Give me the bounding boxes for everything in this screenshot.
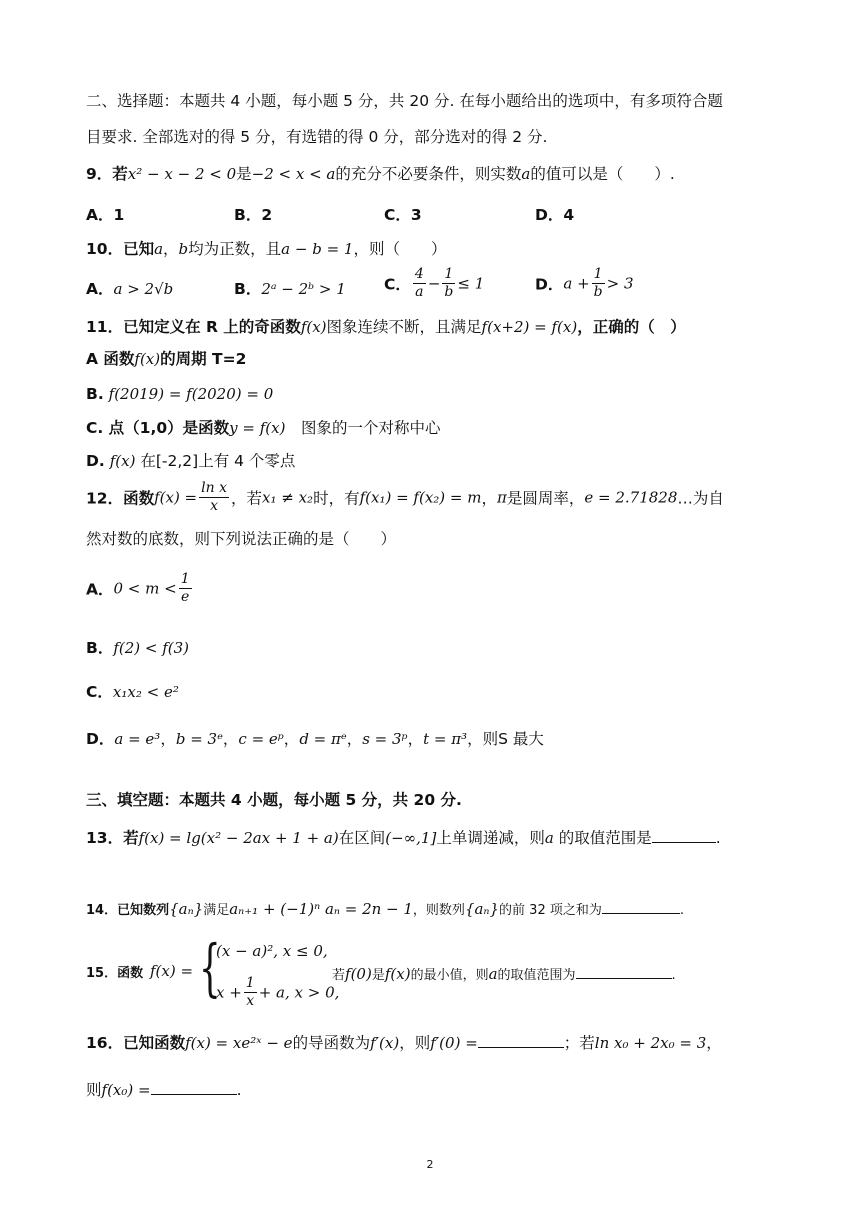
q12-b-label: B． bbox=[86, 639, 114, 657]
q12-cond3: ， bbox=[481, 489, 497, 508]
q10-option-a bbox=[86, 277, 173, 299]
q12-option-d: D．a = e³，b = 3ᵉ，c = eᵖ，d = πᵉ，s = 3ᵖ，t = π³，则S 最大 bbox=[86, 730, 544, 748]
q15-case2-tail: + a, x > 0, bbox=[258, 983, 340, 1002]
page-number: 2 bbox=[426, 1158, 434, 1171]
q13-expr: f(x) = lg(x² − 2ax + 1 + a) bbox=[138, 829, 339, 847]
q12-d-tail: ，则S 最大 bbox=[467, 730, 544, 748]
q12-option-c bbox=[86, 681, 179, 703]
q14-seq2: {aₙ} bbox=[464, 900, 500, 918]
q16-end: . bbox=[236, 1081, 242, 1099]
q10-c-den2: b bbox=[444, 284, 454, 300]
section3-header: 三、填空题：本题共 4 小题，每小题 5 分，共 20 分. bbox=[86, 791, 462, 809]
q10-option-c: C． $\frac{4}{a}$ − $\frac{1}{b}$ ≤ 1 bbox=[384, 266, 485, 300]
q15-case2 bbox=[216, 975, 339, 1010]
q10-option-c-frac1 bbox=[413, 266, 426, 301]
q10-option-b bbox=[234, 277, 346, 299]
question-13 bbox=[86, 826, 721, 849]
q10-c-num1: 4 bbox=[414, 266, 424, 282]
q9-option-c: C．3 bbox=[384, 206, 422, 224]
q9-option-b: B．2 bbox=[234, 206, 273, 224]
q12-d-t: t = π³ bbox=[423, 730, 468, 748]
q15-condition bbox=[332, 962, 676, 983]
q10-cond: 均为正数，且 bbox=[188, 240, 282, 258]
q12-number: 12．函数 bbox=[86, 489, 155, 508]
q10-eq: a − b = 1 bbox=[281, 240, 354, 258]
q14-expr: aₙ₊₁ + (−1)ⁿ aₙ = 2n − 1 bbox=[229, 900, 413, 918]
q11-c-fx: y = f(x) bbox=[229, 419, 286, 437]
question-14 bbox=[86, 897, 684, 922]
q10-d-tail: > 3 bbox=[606, 274, 634, 293]
q11-b-label: B. bbox=[86, 385, 104, 403]
q11-c-label: C. 点（1,0）是函数 bbox=[86, 419, 230, 437]
q12-a-num: 1 bbox=[180, 571, 190, 587]
q15-fx2: f(x) bbox=[384, 965, 411, 983]
q11-end: ，正确的（ ） bbox=[577, 318, 686, 336]
q16-number: 16．已知函数 bbox=[86, 1034, 186, 1052]
q14-mid: 满足 bbox=[203, 903, 230, 918]
q13-tail2: 的取值范围是 bbox=[558, 829, 652, 847]
q12-d-a: a = e³ bbox=[114, 730, 161, 748]
q9-expr2: −2 < x < a bbox=[251, 165, 336, 183]
q12-cond1: ，若 bbox=[230, 489, 262, 508]
q12-line2: 然对数的底数，则下列说法正确的是（ ） bbox=[86, 530, 397, 548]
q10-number: 10．已知 bbox=[86, 240, 155, 258]
q12-pi: π bbox=[496, 488, 507, 507]
q13-mid: 在区间 bbox=[338, 829, 386, 847]
q9-mid: 是 bbox=[236, 165, 252, 183]
q16-expr: f(x) = xe²ˣ − e bbox=[185, 1034, 293, 1052]
section2-header-line1: 二、选择题：本题共 4 小题，每小题 5 分，共 20 分. 在每小题给出的选项中，有多项符合题 bbox=[86, 92, 723, 110]
q12-e: e = 2.71828 bbox=[584, 488, 678, 507]
q9-option-d: D．4 bbox=[535, 206, 575, 224]
q14-tail1: ，则数列 bbox=[412, 903, 465, 918]
q10-d-num: 1 bbox=[592, 266, 605, 284]
q12-cond4: 是圆周率， bbox=[506, 489, 585, 508]
q10-option-b-label: B． bbox=[234, 280, 262, 298]
q10-sep: ， bbox=[163, 240, 179, 258]
q11-option-d bbox=[86, 450, 295, 472]
q13-number: 13．若 bbox=[86, 829, 139, 847]
q10-d-den: b bbox=[593, 284, 603, 300]
q11-a-fx: f(x) bbox=[134, 350, 161, 368]
q12-cond2: 时，有 bbox=[313, 489, 360, 508]
q11-d-tail: 在[-2,2]上有 4 个零点 bbox=[140, 452, 296, 470]
q15-mid2: 是 bbox=[371, 968, 385, 983]
q12-option-b bbox=[86, 637, 189, 659]
q13-tail1: 上单调递减，则 bbox=[436, 829, 545, 847]
q10-end: ，则（ ） bbox=[353, 240, 447, 258]
q15-tail1: 的最小值，则 bbox=[410, 968, 489, 983]
q15-case2-frac bbox=[244, 975, 257, 1010]
q16-line2-head: 则 bbox=[86, 1081, 102, 1099]
q12-fx: f(x) = bbox=[154, 488, 198, 507]
q15-brace: { bbox=[199, 931, 221, 1004]
q9-tail: 的充分不必要条件，则实数 bbox=[335, 165, 522, 183]
q16-f0: f′(0) = bbox=[430, 1034, 478, 1052]
q14-tail2: 的前 32 项之和为 bbox=[499, 903, 602, 918]
q12-eq: f(x₁) = f(x₂) = m bbox=[359, 488, 482, 507]
q11-number: 11．已知定义在 R 上的奇函数 bbox=[86, 318, 301, 336]
q15-answer-blank[interactable] bbox=[576, 962, 672, 979]
q12-a-frac bbox=[179, 571, 192, 606]
q16-answer-blank-2[interactable] bbox=[151, 1078, 237, 1095]
question-16 bbox=[86, 1031, 722, 1054]
q11-cond: f(x+2) = f(x) bbox=[481, 318, 578, 336]
q12-d-label: D． bbox=[86, 730, 115, 748]
q12-d-s: s = 3ᵖ bbox=[362, 730, 408, 748]
q9-expr1: x² − x − 2 < 0 bbox=[127, 165, 237, 183]
q9-option-a: A．1 bbox=[86, 206, 125, 224]
q11-option-b bbox=[86, 383, 273, 405]
q15-tail2: 的取值范围为 bbox=[497, 968, 576, 983]
question-9 bbox=[86, 163, 675, 185]
q10-option-d-frac bbox=[592, 266, 605, 301]
q13-var: a bbox=[544, 829, 554, 847]
q13-end: . bbox=[715, 829, 721, 847]
q13-interval: (−∞,1] bbox=[385, 829, 437, 847]
q11-a-label: A 函数 bbox=[86, 350, 135, 368]
q10-option-d-label: D． bbox=[535, 275, 564, 294]
q12-d-d: d = πᵉ bbox=[299, 730, 347, 748]
q15-fx: f(x) = bbox=[150, 962, 194, 980]
q16-mid: 的导函数为 bbox=[292, 1034, 371, 1052]
q15-f0: f(0) bbox=[345, 965, 372, 983]
q11-mid: 图象连续不断，且满足 bbox=[326, 318, 482, 336]
q15-mid: 若 bbox=[332, 968, 346, 983]
question-11 bbox=[86, 316, 686, 338]
q10-option-a-label: A． bbox=[86, 280, 114, 298]
q9-end: 的值可以是（ ）. bbox=[530, 165, 675, 183]
q11-d-label: D. bbox=[86, 452, 105, 470]
question-12 bbox=[86, 480, 724, 515]
q10-c-tail: ≤ 1 bbox=[457, 274, 485, 293]
q12-b-expr: f(2) < f(3) bbox=[113, 639, 190, 657]
q14-answer-blank[interactable] bbox=[602, 897, 680, 914]
q15-case2-head: x + bbox=[216, 983, 242, 1002]
q12-a-head: 0 < m < bbox=[113, 579, 177, 598]
q12-d-c: c = eᵖ bbox=[238, 730, 284, 748]
q12-neq: x₁ ≠ x₂ bbox=[262, 488, 314, 507]
q16-tail1: ，则 bbox=[399, 1034, 431, 1052]
q10-d-head: a + bbox=[563, 274, 590, 293]
q16-deriv: f′(x) bbox=[370, 1034, 400, 1052]
q10-c-den1: a bbox=[415, 284, 424, 300]
q11-b-expr: f(2019) = f(2020) = 0 bbox=[108, 385, 274, 403]
q15-case2-num: 1 bbox=[245, 975, 255, 991]
q10-option-c-frac2 bbox=[442, 266, 455, 301]
q10-a: a bbox=[154, 240, 164, 258]
q12-frac-den: x bbox=[210, 498, 219, 514]
q14-end: . bbox=[679, 903, 684, 918]
q11-option-a bbox=[86, 348, 246, 370]
q11-fx: f(x) bbox=[300, 318, 327, 336]
q16-tail2: ；若 bbox=[563, 1034, 595, 1052]
q11-c-tail: 图象的一个对称中心 bbox=[300, 419, 441, 437]
q10-b: b bbox=[178, 240, 189, 258]
q12-d-b: b = 3ᵉ bbox=[175, 730, 223, 748]
q12-c-label: C． bbox=[86, 683, 113, 701]
q15-case1: (x − a)², x ≤ 0, bbox=[216, 942, 328, 960]
q11-option-c bbox=[86, 417, 440, 439]
q12-c-expr: x₁x₂ < e² bbox=[112, 683, 179, 701]
q11-a-tail: 的周期 T=2 bbox=[160, 350, 247, 368]
q12-frac bbox=[199, 480, 229, 515]
q12-option-a bbox=[86, 571, 194, 606]
section2-header-line2: 目要求. 全部选对的得 5 分，有选错的得 0 分，部分选对的得 2 分. bbox=[86, 128, 548, 146]
q9-number: 9．若 bbox=[86, 165, 128, 183]
q12-a-den: e bbox=[181, 589, 190, 605]
question-10 bbox=[86, 238, 447, 260]
q15-case2-den: x bbox=[246, 993, 255, 1009]
q10-option-b-expr: 2ᵃ − 2ᵇ > 1 bbox=[261, 280, 346, 298]
q16-tail3: ， bbox=[706, 1034, 722, 1052]
q10-option-a-expr: a > 2√b bbox=[113, 280, 174, 298]
q12-a-label: A． bbox=[86, 580, 114, 599]
q9-var: a bbox=[521, 165, 531, 183]
q11-d-fx: f(x) bbox=[109, 452, 136, 470]
q16-cond: ln x₀ + 2x₀ = 3 bbox=[594, 1034, 707, 1052]
q16-answer-blank-1[interactable] bbox=[478, 1031, 564, 1048]
q14-seq: {aₙ} bbox=[169, 900, 204, 918]
q12-frac-num: ln x bbox=[201, 480, 227, 496]
q10-c-num2: 1 bbox=[442, 266, 455, 284]
q10-option-c-label: C． bbox=[384, 275, 411, 294]
q13-answer-blank[interactable] bbox=[652, 826, 716, 843]
q10-option-d bbox=[535, 266, 634, 301]
q15-number: 15．函数 bbox=[86, 966, 144, 981]
q16-line2-expr: f(x₀) = bbox=[101, 1081, 151, 1099]
q12-cond5: …为自 bbox=[677, 489, 724, 508]
q14-number: 14．已知数列 bbox=[86, 903, 170, 918]
q16-line2 bbox=[86, 1078, 242, 1101]
q15-end: . bbox=[671, 968, 676, 983]
q15-var: a bbox=[488, 965, 498, 983]
